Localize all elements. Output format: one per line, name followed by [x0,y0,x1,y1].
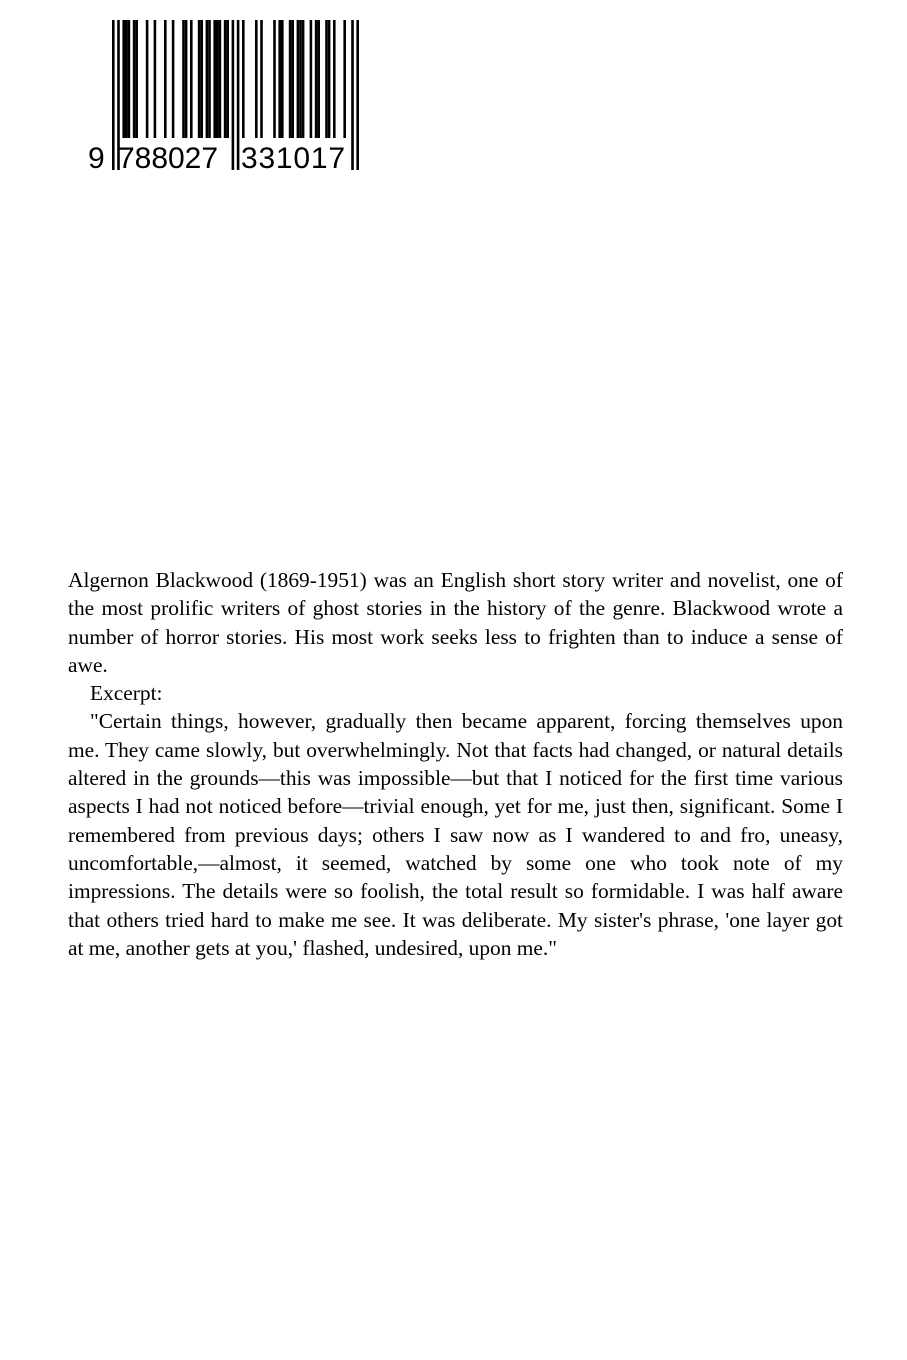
back-cover-description [68,566,843,962]
barcode-bar [255,20,258,138]
barcode-bar [273,20,276,138]
barcode-bar [343,20,346,138]
barcode-bar [242,20,245,138]
barcode-right-digits: 331017 [241,142,345,175]
barcode-bar [219,20,222,138]
barcode-bar [122,20,125,138]
barcode-bar [182,20,185,138]
barcode-bar [278,20,281,138]
barcode-first-digit: 9 [88,142,105,175]
barcode-bar [185,20,188,138]
barcode-bar [289,20,292,138]
barcode-bar [172,20,175,138]
isbn-barcode [86,18,362,178]
author-bio-paragraph: Algernon Blackwood (1869-1951) was an English short story writer and novelist, one of the most prolific writers of ghost stories in the history of the genre. Blackwood wrote a number of horror stories. His most work seeks less to frighten than to induce a sense of awe. [68,568,843,677]
barcode-bar [213,20,216,138]
barcode-bar [317,20,320,138]
barcode-guard-bar [237,20,240,170]
barcode-bar [128,20,131,138]
barcode-left-digits: 788027 [118,142,218,175]
barcode-bar [146,20,149,138]
barcode-bar [325,20,328,138]
barcode-bar [154,20,157,138]
barcode-bar [206,20,209,138]
barcode-bar [297,20,300,138]
barcode-bar [291,20,294,138]
barcode-bar [302,20,305,138]
barcode-bar [310,20,313,138]
barcode-bar [224,20,227,138]
barcode-bar [333,20,336,138]
barcode-bar [135,20,138,138]
barcode-bar [226,20,229,138]
barcode-bar [190,20,193,138]
barcode-graphic [86,18,362,178]
barcode-bar [198,20,201,138]
barcode-bar [125,20,128,138]
barcode-guard-bar [356,20,359,170]
barcode-bar [328,20,331,138]
excerpt-label: Excerpt: [90,681,163,706]
barcode-bar [216,20,219,138]
barcode-bar [133,20,136,138]
barcode-guard-bar [232,20,235,170]
barcode-bar [164,20,167,138]
barcode-bar [208,20,211,138]
barcode-bar [315,20,318,138]
barcode-bar [299,20,302,138]
excerpt-paragraph: "Certain things, however, gradually then became apparent, forcing themselves upon me. They came slowly, but overwhelmingly. Not that facts had changed, or natural details altered in the grounds—this was impossible—but that I noticed for the first time various aspects I had not noticed before—trivial enough, yet for me, just then, significant. Some I remembered from previous days; others I saw now as I wandered to and fro, uneasy, uncomfortable,—almost, it seemed, watched by some one who took note of my impressions. The details were so foolish, the total result so formidable. I was half aware that others tried hard to make me see. It was deliberate. My sister's phrase, 'one layer got at me, another gets at you,' flashed, undesired, upon me." [68,709,843,960]
barcode-bar [200,20,203,138]
barcode-bar [281,20,284,138]
barcode-guard-bar [112,20,115,170]
barcode-guard-bar [351,20,354,170]
barcode-bar [260,20,263,138]
